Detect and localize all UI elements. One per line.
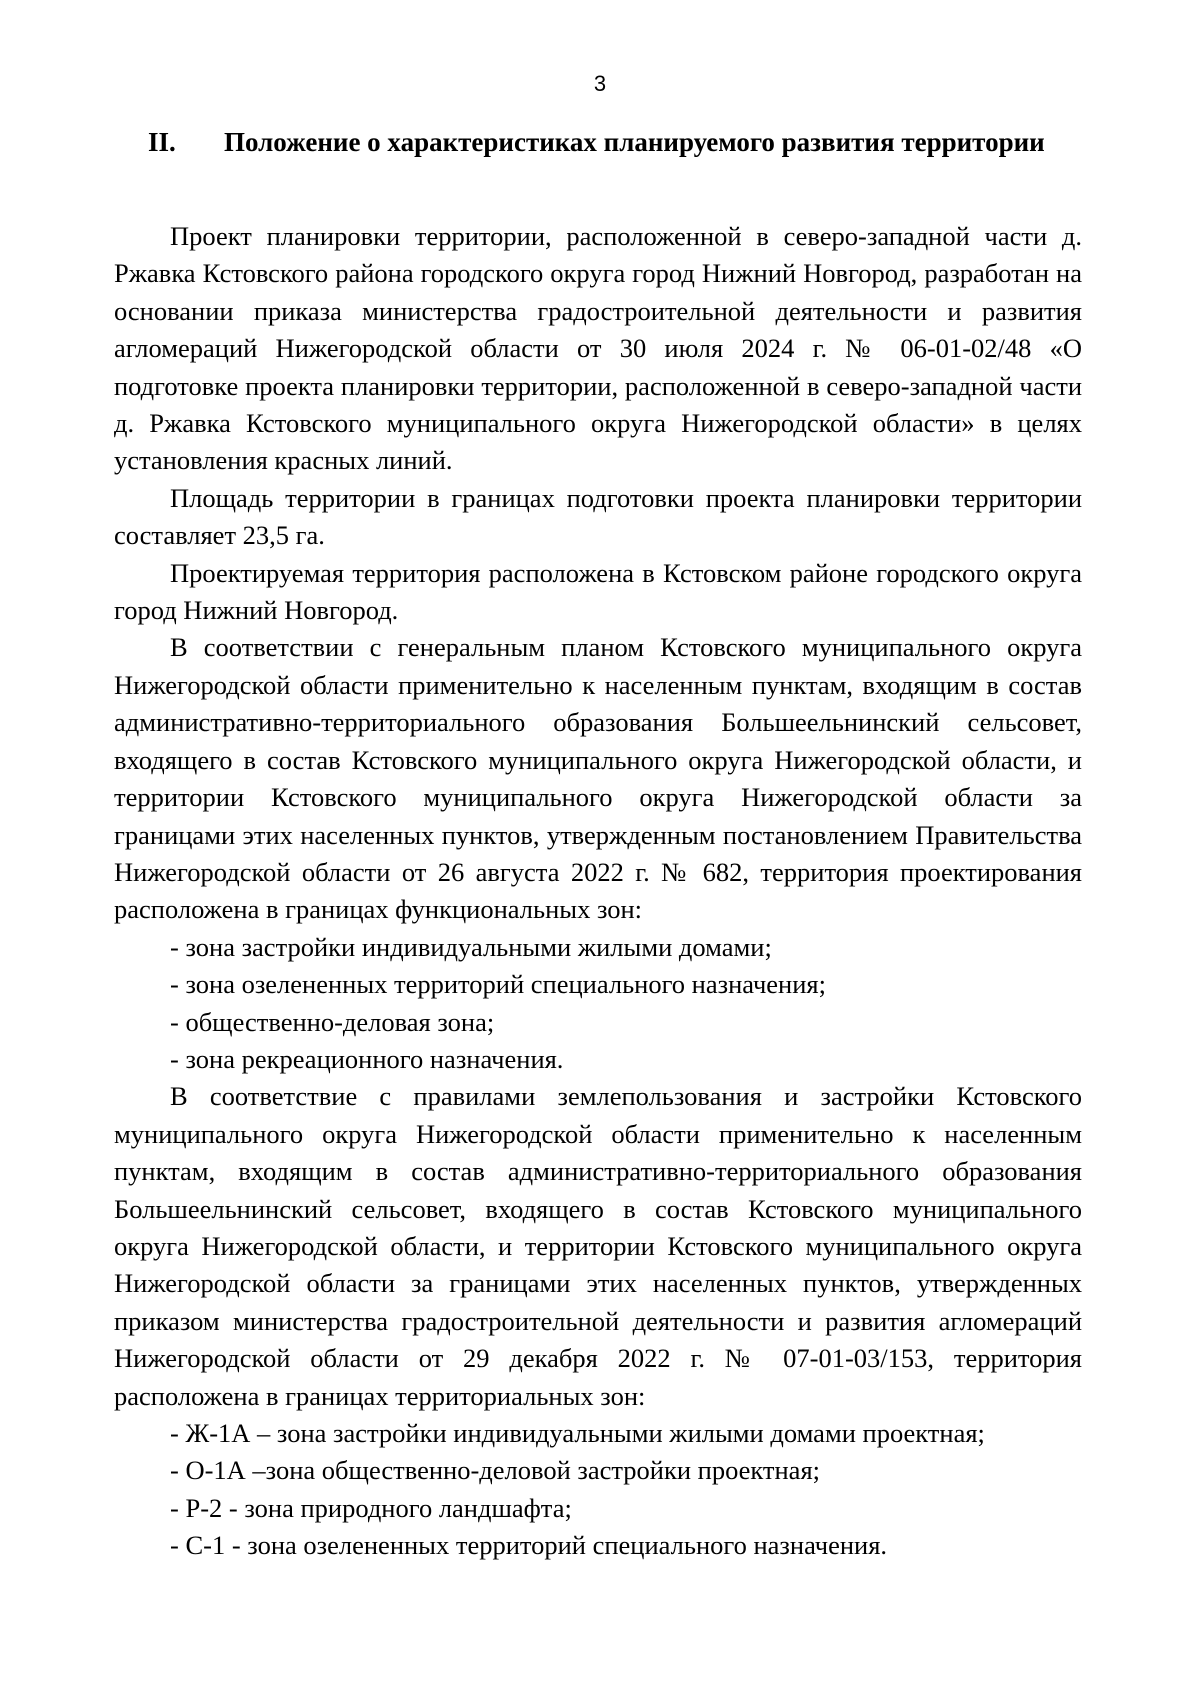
functional-zones-list xyxy=(114,929,1082,1079)
list-item: - зона рекреационного назначения. xyxy=(170,1043,564,1074)
document-body xyxy=(114,218,1082,1565)
page-number: 3 xyxy=(593,71,607,96)
paragraph-area: Площадь территории в границах подготовки проекта планировки территории составляет 23,5 га. xyxy=(114,482,1082,551)
list-item: - С-1 - зона озелененных территорий специального назначения. xyxy=(170,1530,888,1561)
list-item: - О-1А –зона общественно-деловой застройки проектная; xyxy=(170,1455,821,1486)
paragraph-project-basis: Проект планировки территории, расположенной в северо-западной части д. Ржавка Кстовского района городского округа город Нижний Новгород, разработан на основании приказа министерства градостроительной деятельности и развития агломераций Нижегородской области от 30 июля 2024 г. № 06-01-02/48 «О подготовке проекта планировки территории, расположенной в северо-западной части д. Ржавка Кстовского муниципального округа Нижегородской области» в целях установления красных линий. xyxy=(114,221,1082,476)
list-item: - Р-2 - зона природного ландшафта; xyxy=(170,1492,572,1523)
list-item: - зона застройки индивидуальными жилыми домами; xyxy=(170,931,772,962)
paragraph-location: Проектируемая территория расположена в Кстовском районе городского округа город Нижний Новгород. xyxy=(114,557,1082,626)
list-item: - зона озелененных территорий специального назначения; xyxy=(170,969,826,1000)
territorial-zones-list xyxy=(114,1415,1082,1565)
section-heading xyxy=(148,125,1088,159)
section-number: II. xyxy=(148,127,176,157)
paragraph-general-plan: В соответствии с генеральным планом Кстовского муниципального округа Нижегородской области применительно к населенным пунктам, входящим в состав административно-территориального образования Большеельнинский сельсовет, входящего в состав Кстовского муниципального округа Нижегородской области, и территории Кстовского муниципального округа Нижегородской области за границами этих населенных пунктов, утвержденным постановлением Правительства Нижегородской области от 26 августа 2022 г. № 682, территория проектирования расположена в границах функциональных зон: xyxy=(114,632,1082,925)
list-item: - общественно-деловая зона; xyxy=(170,1006,495,1037)
list-item: - Ж-1А – зона застройки индивидуальными жилыми домами проектная; xyxy=(170,1418,985,1448)
section-title: Положение о характеристиках планируемого развития территории xyxy=(224,127,1045,157)
paragraph-land-use-rules: В соответствие с правилами землепользования и застройки Кстовского муниципального округа Нижегородской области применительно к населенным пунктам, входящим в состав административно-территориального образования Большеельнинский сельсовет, входящего в состав Кстовского муниципального округа Нижегородской области, и территории Кстовского муниципального округа Нижегородской области за границами этих населенных пунктов, утвержденных приказом министерства градостроительной деятельности и развития агломераций Нижегородской области от 29 декабря 2022 г. № 07-01-03/153, территория расположена в границах территориальных зон: xyxy=(114,1081,1082,1411)
